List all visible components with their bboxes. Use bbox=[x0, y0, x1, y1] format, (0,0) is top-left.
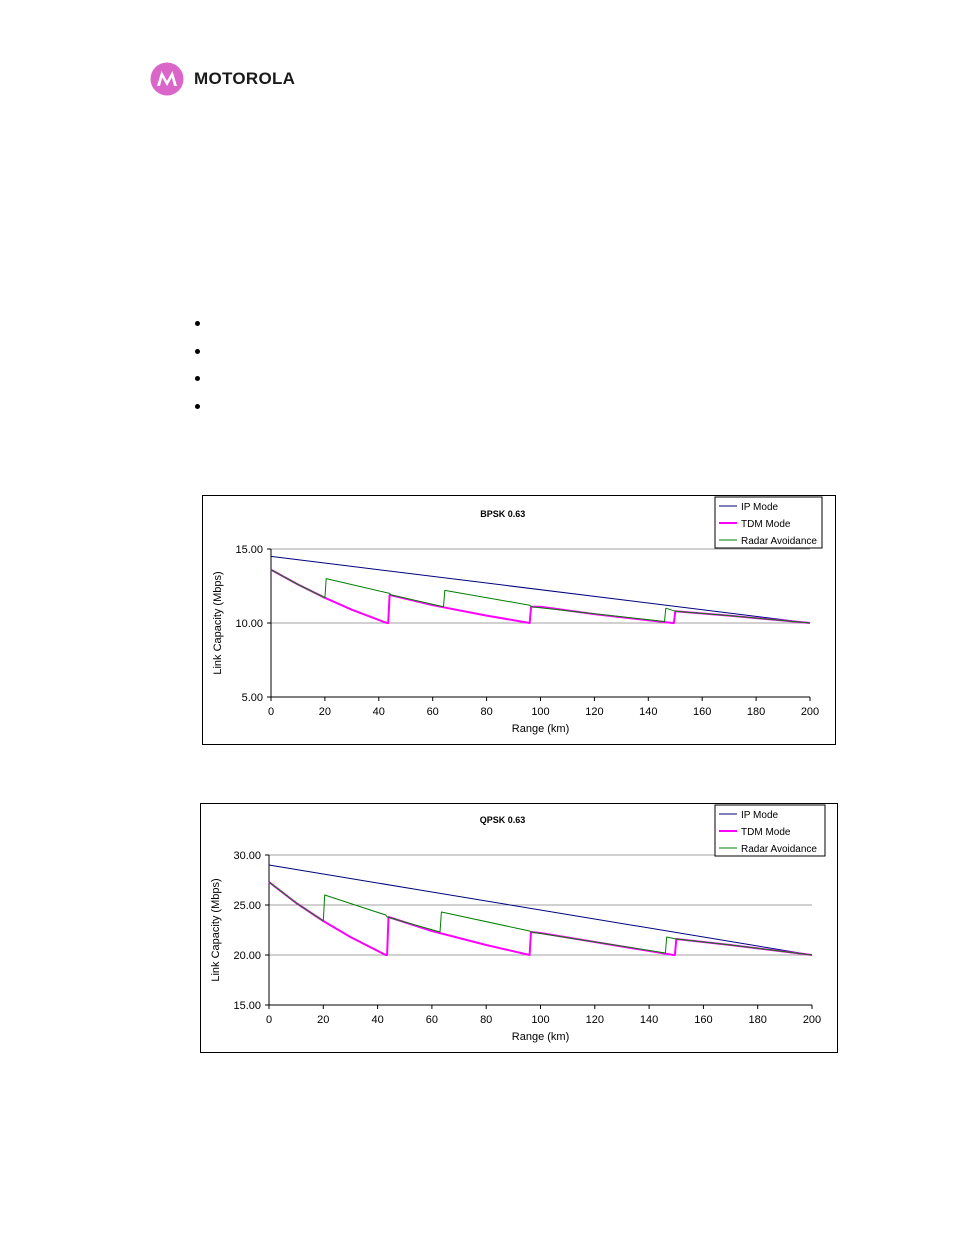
x-axis-label: Range (km) bbox=[511, 1031, 570, 1043]
legend-label: Radar Avoidance bbox=[741, 536, 817, 547]
x-tick-label: 0 bbox=[267, 706, 275, 718]
x-tick-label: 60 bbox=[426, 706, 439, 718]
y-tick-label: 30.00 bbox=[233, 850, 261, 862]
legend-label: TDM Mode bbox=[741, 519, 791, 530]
bullet-list bbox=[195, 310, 200, 420]
y-tick-label: 25.00 bbox=[233, 900, 261, 912]
legend-label: IP Mode bbox=[741, 502, 779, 513]
x-tick-label: 140 bbox=[639, 1014, 659, 1026]
list-item bbox=[195, 365, 200, 393]
series-line-0 bbox=[269, 865, 812, 955]
legend-label: Radar Avoidance bbox=[741, 844, 817, 855]
motorola-batwing-icon bbox=[150, 62, 184, 96]
x-tick-label: 160 bbox=[693, 706, 712, 718]
bullet-dot-icon bbox=[195, 404, 200, 409]
x-tick-label: 40 bbox=[371, 1014, 384, 1026]
x-tick-label: 40 bbox=[372, 706, 385, 718]
bullet-dot-icon bbox=[195, 376, 200, 381]
bpsk-chart-svg bbox=[203, 496, 835, 744]
chart-title: BPSK 0.63 bbox=[480, 509, 526, 519]
x-tick-label: 60 bbox=[425, 1014, 439, 1026]
bullet-dot-icon bbox=[195, 349, 200, 354]
series-line-1 bbox=[271, 570, 810, 623]
x-tick-label: 100 bbox=[531, 1014, 550, 1026]
series-line-0 bbox=[271, 556, 810, 623]
legend-label: IP Mode bbox=[741, 810, 779, 821]
x-tick-label: 120 bbox=[585, 706, 604, 718]
x-tick-label: 200 bbox=[800, 706, 820, 718]
x-tick-label: 0 bbox=[265, 1014, 273, 1026]
x-tick-label: 20 bbox=[318, 706, 332, 718]
bpsk-chart bbox=[202, 495, 836, 745]
list-item bbox=[195, 338, 200, 366]
x-tick-label: 80 bbox=[480, 1014, 493, 1026]
x-tick-label: 20 bbox=[317, 1014, 330, 1026]
x-tick-label: 180 bbox=[748, 1014, 767, 1026]
x-axis-label: Range (km) bbox=[511, 723, 570, 735]
x-tick-label: 140 bbox=[639, 706, 658, 718]
series-line-1 bbox=[269, 882, 812, 955]
bullet-dot-icon bbox=[195, 321, 200, 326]
list-item bbox=[195, 310, 200, 338]
x-tick-label: 100 bbox=[531, 706, 550, 718]
y-axis-label: Link Capacity (Mbps) bbox=[212, 571, 224, 675]
x-tick-label: 180 bbox=[746, 706, 766, 718]
y-tick-label: 5.00 bbox=[241, 692, 263, 704]
x-tick-label: 80 bbox=[480, 706, 493, 718]
y-axis-label: Link Capacity (Mbps) bbox=[210, 878, 222, 982]
motorola-logo bbox=[150, 61, 295, 97]
x-tick-label: 120 bbox=[585, 1014, 604, 1026]
x-tick-label: 200 bbox=[802, 1014, 822, 1026]
legend-label: TDM Mode bbox=[741, 827, 791, 838]
qpsk-chart bbox=[200, 803, 838, 1053]
list-item bbox=[195, 393, 200, 421]
y-tick-label: 15.00 bbox=[233, 1000, 261, 1012]
y-tick-label: 10.00 bbox=[235, 618, 263, 630]
chart-title: QPSK 0.63 bbox=[479, 815, 526, 825]
y-tick-label: 20.00 bbox=[233, 950, 261, 962]
brand-name: MOTOROLA bbox=[194, 69, 296, 88]
y-tick-label: 15.00 bbox=[235, 544, 263, 556]
qpsk-chart-svg bbox=[201, 804, 837, 1052]
x-tick-label: 160 bbox=[694, 1014, 713, 1026]
